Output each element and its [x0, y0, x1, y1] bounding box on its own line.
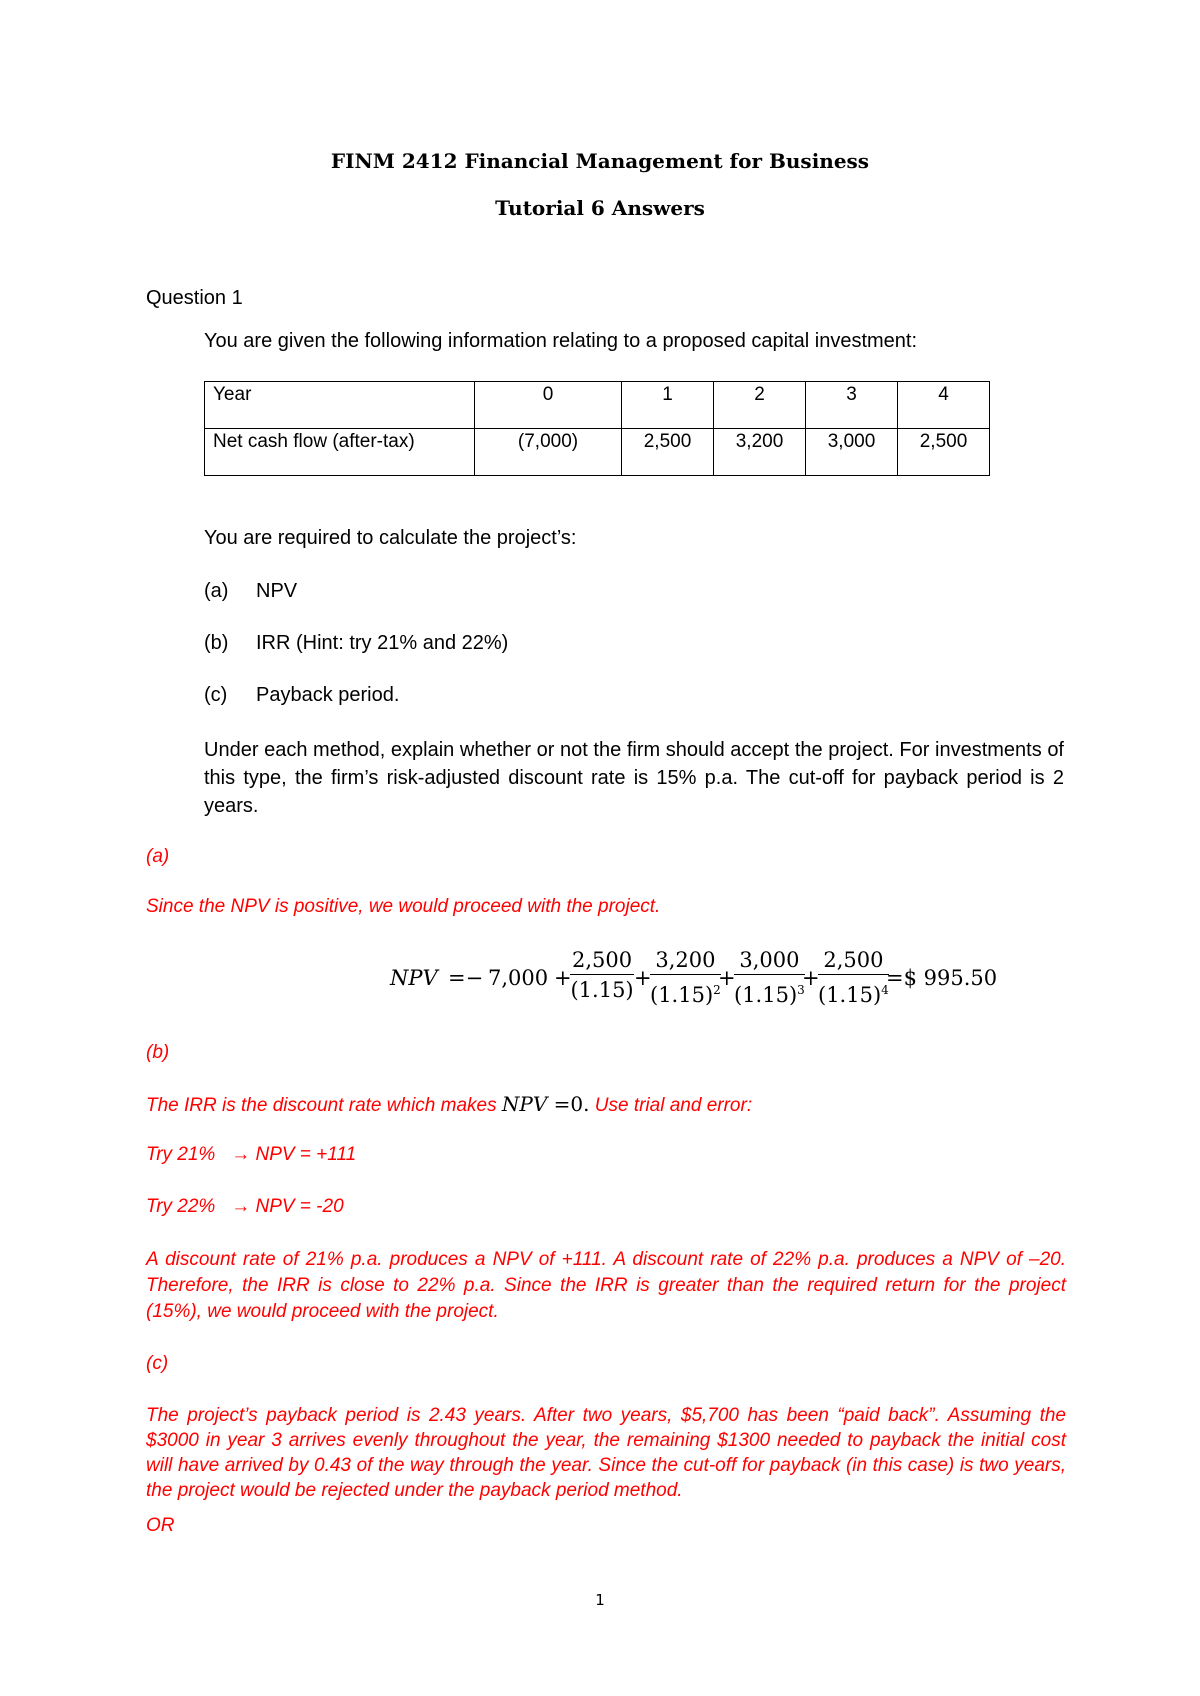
- try-22-line: [146, 1196, 344, 1218]
- fraction-exponent: 4: [881, 983, 889, 997]
- try-rate: Try 22%: [146, 1196, 216, 1217]
- fraction-numerator: 3,200: [650, 946, 721, 975]
- answer-a-text: Since the NPV is positive, we would proceed with the project.: [146, 896, 661, 917]
- cash-flow-table: [204, 381, 990, 476]
- table-cell: 1: [622, 382, 714, 429]
- equation-equals-minus: =−: [448, 966, 484, 990]
- item-letter: (c): [204, 684, 228, 706]
- equation-fraction-4: [818, 946, 889, 1010]
- math-variable: NPV: [501, 1092, 548, 1116]
- document-subtitle: Tutorial 6 Answers: [495, 196, 705, 220]
- equation-initial: 7,000: [488, 966, 549, 990]
- fraction-base: (1.15): [650, 983, 714, 1007]
- fraction-denominator: [734, 975, 805, 1010]
- answer-c-or: OR: [146, 1515, 175, 1536]
- table-cell: 2: [714, 382, 806, 429]
- question-paragraph: Under each method, explain whether or not the firm should accept the project. For investments of this type, the firm’s risk-adjusted discount rate is 15% p.a. The cut-off for payback period is 2 years.: [204, 739, 1064, 817]
- table-cell: 4: [898, 382, 990, 429]
- question-label: Question 1: [146, 287, 243, 309]
- fraction-numerator: 2,500: [570, 946, 634, 975]
- answer-b-label: (b): [146, 1042, 170, 1063]
- item-text: IRR (Hint: try 21% and 22%): [256, 632, 509, 654]
- table-cell: 3,200: [714, 429, 806, 476]
- item-text: NPV: [256, 580, 298, 602]
- item-text: Payback period.: [256, 684, 400, 706]
- fraction-denominator: [650, 975, 721, 1010]
- table-cell: 2,500: [898, 429, 990, 476]
- try-result: → NPV = -20: [231, 1196, 344, 1217]
- table-row: [205, 382, 990, 429]
- answer-b-paragraph: A discount rate of 21% p.a. produces a NPV of +111. A discount rate of 22% p.a. produces a NPV of –20. Therefore, the IRR is close to 22% p.a. Since the IRR is greater than the required return for the project (15%), we would proceed with the project.: [146, 1249, 1066, 1322]
- math-equals-zero: =0.: [547, 1092, 590, 1116]
- item-letter: (b): [204, 632, 229, 654]
- fraction-denominator: (1.15): [570, 978, 634, 1002]
- fraction-base: (1.15): [818, 983, 882, 1007]
- question-intro: You are given the following information relating to a proposed capital investment:: [204, 330, 918, 352]
- equation-lhs: NPV: [390, 966, 438, 990]
- fraction-numerator: 3,000: [734, 946, 805, 975]
- fraction-base: (1.15): [734, 983, 798, 1007]
- answer-c-label: (c): [146, 1353, 169, 1374]
- required-text: You are required to calculate the project’s:: [204, 527, 577, 549]
- equation-plus: +: [634, 966, 652, 990]
- try-21-line: [146, 1144, 356, 1166]
- table-cell: 3: [806, 382, 898, 429]
- table-cell: 3,000: [806, 429, 898, 476]
- equation-fraction-1: [570, 946, 634, 1005]
- npv-equation: [390, 946, 1050, 1016]
- answer-b-text-post: Use trial and error:: [589, 1095, 753, 1116]
- document-title: FINM 2412 Financial Management for Business: [330, 149, 870, 173]
- equation-fraction-2: [650, 946, 721, 1010]
- table-cell: 2,500: [622, 429, 714, 476]
- table-row: [205, 429, 990, 476]
- table-cell: Net cash flow (after-tax): [205, 429, 475, 476]
- fraction-exponent: 3: [797, 983, 805, 997]
- fraction-denominator: [818, 975, 889, 1010]
- item-letter: (a): [204, 580, 229, 602]
- equation-plus: +: [802, 966, 820, 990]
- answer-b-text-pre: The IRR is the discount rate which makes: [146, 1095, 502, 1116]
- answer-c-paragraph: The project’s payback period is 2.43 years. After two years, $5,700 has been “paid back”. Assuming the $3000 in year 3 arrives evenly throughout the year, the remaining $1300 needed to payback the initial cost will have arrived by 0.43 of the way through the year. Since the cut-off for payback (in this case) is two years, the project would be rejected under the payback period method.: [146, 1405, 1066, 1501]
- fraction-exponent: 2: [713, 983, 721, 997]
- page-number: 1: [595, 1591, 605, 1609]
- answer-a-label: (a): [146, 846, 170, 867]
- try-result: → NPV = +111: [231, 1144, 357, 1165]
- equation-result: =$ 995.50: [886, 966, 998, 990]
- equation-plus: +: [718, 966, 736, 990]
- table-cell: (7,000): [475, 429, 622, 476]
- table-cell: Year: [205, 382, 475, 429]
- fraction-numerator: 2,500: [818, 946, 889, 975]
- try-rate: Try 21%: [146, 1144, 216, 1165]
- table-cell: 0: [475, 382, 622, 429]
- answer-b-text: [146, 1092, 752, 1117]
- equation-fraction-3: [734, 946, 805, 1010]
- equation-plus: +: [554, 966, 572, 990]
